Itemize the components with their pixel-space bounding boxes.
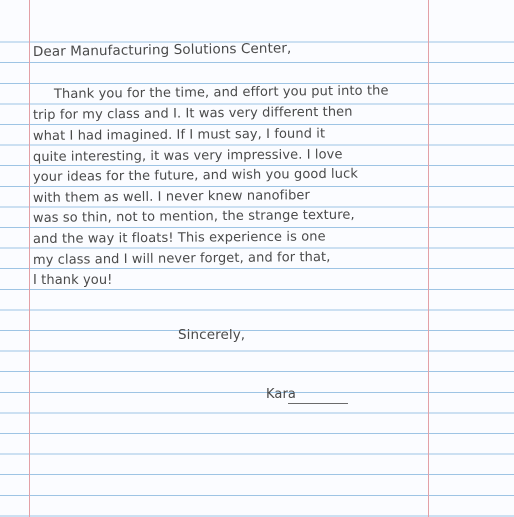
letter-signature: Kara (266, 387, 296, 402)
letter-body-line: your ideas for the future, and wish you good luck (32, 166, 358, 185)
letter-salutation: Dear Manufacturing Solutions Center, (32, 40, 292, 60)
letter-body-line: with them as well. I never knew nanofiber (32, 188, 311, 206)
left-margin-line (29, 0, 30, 517)
letter-body-line: quite interesting, it was very impressive. I love (32, 147, 343, 165)
letter-body-line: Thank you for the time, and effort you put into the (53, 83, 389, 102)
paper-top-band (0, 0, 514, 22)
letter-closing: Sincerely, (178, 327, 246, 343)
letter-body-line: trip for my class and I. It was very different then (32, 104, 353, 123)
letter-body-line: my class and I will never forget, and for that, (32, 249, 331, 268)
signature-underline (288, 403, 348, 404)
letter-body-line: was so thin, not to mention, the strange texture, (32, 207, 355, 226)
letter-body-line: I thank you! (33, 273, 113, 288)
right-margin-line (428, 0, 429, 517)
letter-body-line: what I had imagined. If I must say, I found it (32, 126, 326, 144)
letter-body-line: and the way it floats! This experience is one (32, 229, 326, 247)
